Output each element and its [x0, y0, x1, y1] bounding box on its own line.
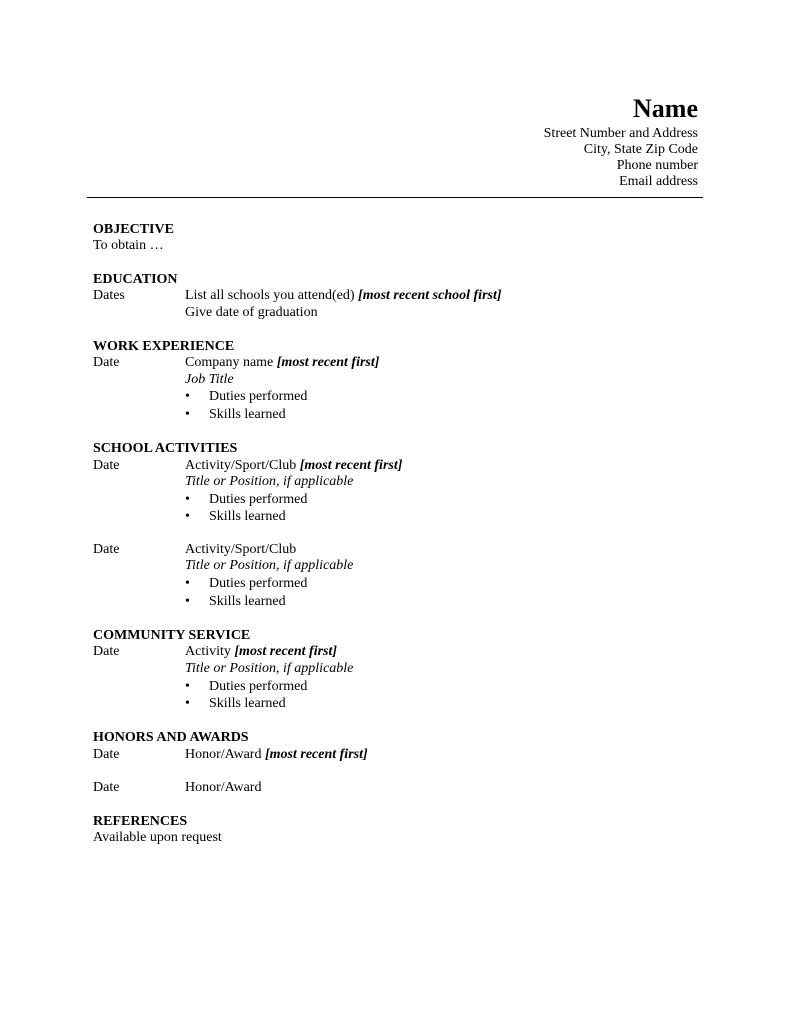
education-schools-text: List all schools you attend(ed) — [185, 288, 359, 303]
school-1-bullet-duties: Duties performed — [209, 492, 308, 507]
school-activity-1-note: [most recent first] — [299, 458, 403, 473]
work-heading: WORK EXPERIENCE — [93, 339, 235, 354]
school-title-2: Title or Position, if applicable — [185, 558, 354, 573]
education-heading: EDUCATION — [93, 272, 178, 287]
work-job-title: Job Title — [185, 372, 234, 387]
honors-date-1: Date — [93, 747, 120, 762]
honors-award-1-note: [most recent first] — [264, 747, 368, 762]
objective-heading: OBJECTIVE — [93, 222, 174, 237]
work-bullet-duties: Duties performed — [209, 389, 308, 404]
community-bullet-duties: Duties performed — [209, 679, 308, 694]
street-address: Street Number and Address — [543, 126, 698, 141]
school-date-2: Date — [93, 542, 120, 557]
community-bullet-skills: Skills learned — [209, 696, 286, 711]
education-note: [most recent school first] — [358, 288, 502, 303]
community-activity-note: [most recent first] — [234, 644, 338, 659]
education-schools — [185, 287, 502, 304]
school-title-1: Title or Position, if applicable — [185, 474, 354, 489]
honors-heading: HONORS AND AWARDS — [93, 730, 249, 745]
honors-award-1-text: Honor/Award — [185, 747, 265, 762]
bullet-glyph: • — [185, 389, 190, 404]
bullet-glyph: • — [185, 576, 190, 591]
school-2-bullet-skills: Skills learned — [209, 594, 286, 609]
honors-award-1 — [185, 746, 368, 763]
bullet-glyph: • — [185, 594, 190, 609]
bullet-glyph: • — [185, 407, 190, 422]
community-title: Title or Position, if applicable — [185, 661, 354, 676]
objective-text: To obtain … — [93, 238, 164, 253]
references-text: Available upon request — [93, 830, 222, 845]
honors-date-2: Date — [93, 780, 120, 795]
education-date: Dates — [93, 288, 125, 303]
community-heading: COMMUNITY SERVICE — [93, 628, 251, 643]
work-date: Date — [93, 355, 120, 370]
candidate-name: Name — [633, 94, 698, 123]
school-date-1: Date — [93, 458, 120, 473]
references-heading: REFERENCES — [93, 814, 188, 829]
work-company — [185, 354, 379, 371]
work-bullet-skills: Skills learned — [209, 407, 286, 422]
education-graduation: Give date of graduation — [185, 305, 318, 320]
school-2-bullet-duties: Duties performed — [209, 576, 308, 591]
community-activity — [185, 643, 337, 660]
bullet-glyph: • — [185, 679, 190, 694]
phone-number: Phone number — [616, 158, 698, 173]
resume-header — [544, 92, 698, 190]
bullet-glyph: • — [185, 696, 190, 711]
school-activity-1 — [185, 457, 402, 474]
city-state-zip: City, State Zip Code — [583, 142, 698, 157]
honors-award-2: Honor/Award — [185, 780, 262, 795]
work-company-note: [most recent first] — [276, 355, 380, 370]
bullet-glyph: • — [185, 509, 190, 524]
work-company-text: Company name — [185, 355, 277, 370]
community-date: Date — [93, 644, 120, 659]
school-1-bullet-skills: Skills learned — [209, 509, 286, 524]
school-activity-1-text: Activity/Sport/Club — [185, 458, 300, 473]
community-activity-text: Activity — [185, 644, 235, 659]
school-heading: SCHOOL ACTIVITIES — [93, 441, 238, 456]
school-activity-2: Activity/Sport/Club — [185, 542, 297, 557]
email-address: Email address — [619, 174, 698, 189]
header-divider — [87, 197, 703, 198]
bullet-glyph: • — [185, 492, 190, 507]
